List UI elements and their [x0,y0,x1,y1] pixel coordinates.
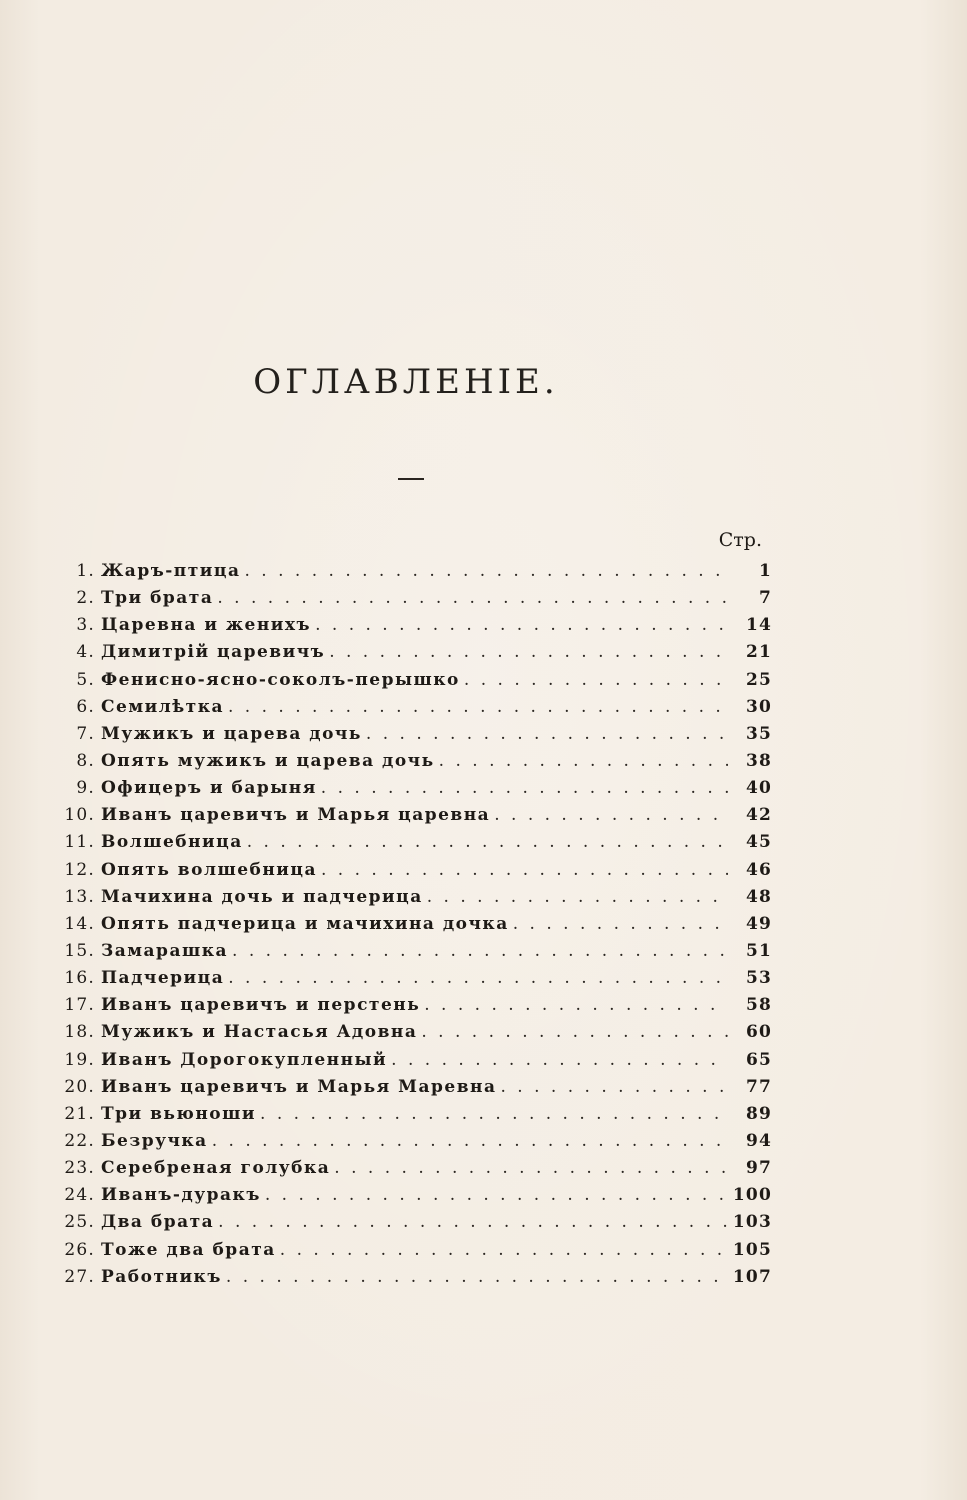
toc-title: Замарашка [101,940,229,961]
dot-leader [217,588,728,608]
toc-page: 77 [745,1076,772,1097]
toc-number: 22. [64,1130,95,1151]
dot-leader [427,887,728,907]
dot-leader [421,1022,728,1042]
toc-title: Мачихина дочь и падчерица [101,886,423,907]
toc-number: 8. [76,750,95,771]
toc-entry [50,914,772,941]
toc-page: 60 [745,1022,772,1043]
toc-entry [50,724,772,751]
toc-title: Мужикъ и царева дочь [101,723,362,744]
toc-title: Опять волшебница [101,859,317,880]
toc-entry [50,670,772,697]
page-column-label: Стр. [718,529,762,551]
toc-number: 19. [64,1049,95,1070]
toc-title: Иванъ царевичъ и Марья Маревна [101,1076,497,1097]
toc-page: 1 [758,561,772,581]
toc-page: 49 [745,913,772,934]
toc-title: Волшебница [101,832,243,853]
toc-entry [50,1050,772,1077]
dot-leader [280,1240,728,1260]
toc-title: Иванъ Дорогокупленный [101,1049,388,1070]
toc-page: 97 [745,1158,772,1179]
toc-number: 15. [64,940,95,961]
toc-page: 35 [745,723,772,744]
toc-page: 48 [745,886,772,907]
toc-entry [50,1104,772,1131]
toc-number: 11. [64,832,95,853]
toc-title: Семилѣтка [101,696,224,717]
toc-number: 24. [64,1185,95,1206]
toc-title: Жаръ-птица [101,561,241,581]
toc-page: 21 [745,642,772,663]
toc-number: 13. [64,886,95,907]
dot-leader [247,832,728,852]
toc-entry [50,615,772,642]
toc-page: 107 [732,1266,772,1287]
toc-number: 7. [76,723,95,744]
toc-page: 105 [732,1239,772,1260]
dot-leader [260,1104,728,1124]
toc-page: 38 [745,750,772,771]
toc-page: 30 [745,696,772,717]
toc-number: 17. [64,995,95,1016]
toc-entry [50,751,772,778]
dot-leader [464,670,728,690]
toc-entry [50,832,772,859]
toc-entry [50,1131,772,1158]
dot-leader [228,968,728,988]
toc-page: 89 [745,1103,772,1124]
toc-title: Опять падчерица и мачихина дочка [101,913,509,934]
toc-page: 25 [745,669,772,690]
toc-entry [50,941,772,968]
toc-entry [50,1240,772,1267]
table-of-contents [50,561,772,1294]
toc-entry [50,642,772,669]
dot-leader [500,1077,728,1097]
toc-page: 42 [745,805,772,826]
toc-entry [50,1022,772,1049]
toc-title: Три вьюноши [101,1103,257,1124]
toc-entry [50,805,772,832]
title-divider [398,478,424,480]
toc-entry [50,1267,772,1294]
toc-number: 6. [76,696,95,717]
toc-title: Димитрій царевичъ [101,642,326,663]
toc-page: 40 [745,778,772,799]
toc-entry [50,778,772,805]
toc-number: 9. [76,778,95,799]
toc-page: 51 [745,940,772,961]
dot-leader [513,914,728,934]
dot-leader [334,1158,728,1178]
toc-number: 4. [76,642,95,663]
toc-page: 65 [745,1049,772,1070]
dot-leader [439,751,728,771]
toc-entry [50,1158,772,1185]
toc-title: Царевна и женихъ [101,615,312,636]
toc-entry [50,561,772,588]
toc-title: Три брата [101,588,214,609]
toc-title: Безручка [101,1130,208,1151]
toc-page: 58 [745,995,772,1016]
toc-title: Работникъ [101,1266,222,1287]
dot-leader [265,1185,728,1205]
toc-number: 10. [64,805,95,826]
toc-page: 100 [732,1185,772,1206]
dot-leader [232,941,728,961]
dot-leader [391,1050,728,1070]
dot-leader [366,724,728,744]
toc-title: Иванъ царевичъ и перстень [101,995,421,1016]
toc-number: 23. [64,1158,95,1179]
dot-leader [494,805,728,825]
toc-entry [50,968,772,995]
toc-number: 1. [76,561,95,581]
toc-entry [50,887,772,914]
toc-entry [50,1185,772,1212]
toc-title: Два брата [101,1212,215,1233]
toc-number: 2. [76,588,95,609]
page-title: ОГЛАВЛЕНІЕ. [253,362,559,402]
toc-entry [50,995,772,1022]
dot-leader [424,995,728,1015]
toc-number: 3. [76,615,95,636]
toc-number: 14. [64,913,95,934]
toc-title: Тоже два брата [101,1239,276,1260]
dot-leader [228,697,728,717]
toc-page: 53 [745,968,772,989]
toc-title: Офицеръ и барыня [101,778,317,799]
toc-entry [50,1077,772,1104]
toc-entry [50,1212,772,1239]
dot-leader [212,1131,728,1151]
toc-page: 94 [745,1130,772,1151]
dot-leader [226,1267,728,1287]
toc-number: 20. [64,1076,95,1097]
toc-number: 21. [64,1103,95,1124]
dot-leader [218,1212,728,1232]
toc-title: Опять мужикъ и царева дочь [101,750,435,771]
toc-title: Фенисно-ясно-соколъ-перышко [101,669,460,690]
toc-number: 27. [64,1266,95,1287]
toc-number: 16. [64,968,95,989]
toc-title: Падчерица [101,968,225,989]
toc-entry [50,860,772,887]
dot-leader [244,561,728,581]
toc-number: 25. [64,1212,95,1233]
toc-page: 14 [745,615,772,636]
dot-leader [321,860,728,880]
toc-page: 45 [745,832,772,853]
toc-number: 12. [64,859,95,880]
toc-title: Серебреная голубка [101,1158,331,1179]
toc-page: 7 [758,588,772,609]
toc-title: Мужикъ и Настасья Адовна [101,1022,418,1043]
toc-number: 26. [64,1239,95,1260]
dot-leader [329,642,728,662]
toc-page: 103 [732,1212,772,1233]
toc-number: 18. [64,1022,95,1043]
toc-entry [50,697,772,724]
toc-title: Иванъ царевичъ и Марья царевна [101,805,491,826]
dot-leader [321,778,728,798]
toc-number: 5. [76,669,95,690]
dot-leader [315,615,728,635]
toc-page: 46 [745,859,772,880]
toc-title: Иванъ-дуракъ [101,1185,261,1206]
toc-entry [50,588,772,615]
